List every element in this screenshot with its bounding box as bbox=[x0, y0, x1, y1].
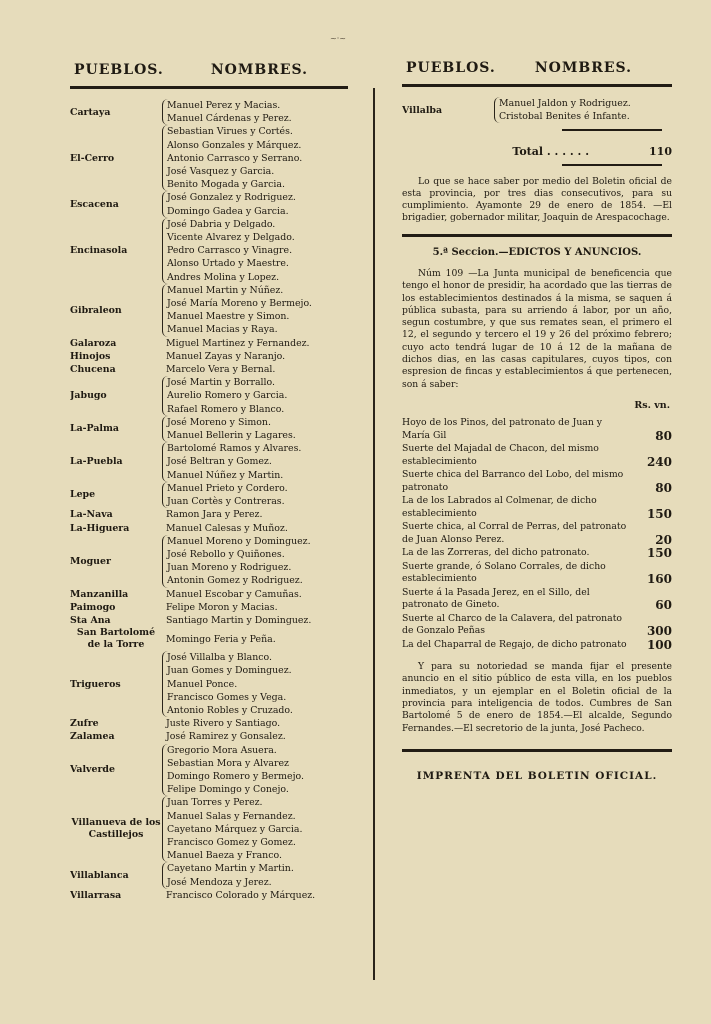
person-name: Alonso Urtado y Maestre. bbox=[167, 258, 289, 270]
town-name: Lepe bbox=[70, 489, 96, 501]
town-name: San Bartolomé de la Torre bbox=[76, 627, 156, 651]
column-divider bbox=[373, 88, 375, 980]
town-row bbox=[70, 99, 348, 125]
person-name: Manuel Bellerin y Lagares. bbox=[167, 430, 296, 442]
town-row bbox=[70, 730, 348, 743]
total-row bbox=[402, 145, 672, 158]
person-name: Cristobal Benites é Infante. bbox=[499, 111, 630, 123]
header-rule-right bbox=[402, 84, 672, 87]
names-group bbox=[162, 376, 348, 416]
names-group bbox=[162, 522, 348, 535]
lot-description: Suerte chica del Barranco del Lobo, del mismo patronato bbox=[402, 469, 624, 493]
lot-row bbox=[402, 495, 672, 520]
town-name: Chucena bbox=[70, 364, 116, 376]
town-row bbox=[70, 717, 348, 730]
town-name: La-Palma bbox=[70, 423, 119, 435]
units-label: Rs. vn. bbox=[634, 400, 670, 412]
person-name: Francisco Colorado y Márquez. bbox=[166, 889, 316, 901]
person-name: José Mendoza y Jerez. bbox=[167, 876, 272, 888]
person-name: Momingo Feria y Peña. bbox=[166, 633, 276, 645]
town-row bbox=[70, 601, 348, 614]
person-name: Santiago Martin y Dominguez. bbox=[166, 614, 312, 626]
printer-footer: IMPRENTA DEL BOLETIN OFICIAL. bbox=[416, 769, 658, 782]
person-name: Manuel Calesas y Muñoz. bbox=[166, 522, 288, 534]
person-name: Miguel Martinez y Fernandez. bbox=[166, 337, 310, 349]
person-name: Antonin Gomez y Rodriguez. bbox=[167, 575, 303, 587]
person-name: Manuel Baeza y Franco. bbox=[167, 850, 282, 862]
person-name: Bartolomé Ramos y Alvares. bbox=[167, 443, 302, 455]
town-row bbox=[70, 363, 348, 376]
person-name: Felipe Moron y Macias. bbox=[166, 601, 278, 613]
lot-description: Suerte grande, ó Solano Corrales, de dicho establecimiento bbox=[402, 560, 606, 585]
lot-row bbox=[402, 521, 672, 546]
person-name: Antonio Robles y Cruzado. bbox=[167, 704, 293, 716]
person-name: José Ramirez y Gonsalez. bbox=[166, 731, 286, 743]
lot-row bbox=[402, 613, 672, 638]
person-name: Manuel Ponce. bbox=[167, 678, 238, 690]
lot-value: 80 bbox=[655, 480, 672, 495]
person-name: Manuel Cárdenas y Perez. bbox=[167, 113, 292, 125]
lot-value: 240 bbox=[646, 454, 672, 469]
person-name: José Rebollo y Quiñones. bbox=[167, 548, 285, 560]
lot-row bbox=[402, 561, 672, 586]
lot-description: Suerte chica, al Corral de Perras, del patronato de Juan Alonso Perez. bbox=[402, 521, 627, 545]
names-group bbox=[162, 601, 348, 614]
names-group bbox=[162, 363, 348, 376]
person-name: José Gonzalez y Rodriguez. bbox=[167, 192, 296, 204]
lot-description: Suerte á la Pasada Jerez, en el Sillo, del patronato de Gineto. bbox=[402, 586, 590, 611]
person-name: Domingo Gadea y Garcia. bbox=[167, 205, 289, 217]
person-name: Benito Mogada y Garcia. bbox=[167, 179, 285, 191]
town-name: Villarrasa bbox=[70, 889, 122, 901]
person-name: José María Moreno y Bermejo. bbox=[167, 298, 312, 310]
lot-value: 80 bbox=[655, 428, 672, 443]
names-group bbox=[162, 796, 348, 862]
person-name: Manuel Salas y Fernandez. bbox=[167, 810, 296, 822]
person-name: Cayetano Márquez y Garcia. bbox=[167, 823, 303, 835]
lot-description: La del Chaparral de Regajo, de dicho patronato bbox=[402, 638, 627, 650]
lot-row bbox=[402, 547, 672, 560]
person-name: Manuel Escobar y Camuñas. bbox=[166, 588, 302, 600]
lot-value: 150 bbox=[646, 506, 672, 521]
closing-paragraph: Y para su notoriedad se manda fijar el presente anuncio en el sitio público de esta villa, en los pueblos inmediatos, y un ejemplar en el Boletin oficial de la provincia para inteligencia de todos. Cumbres de San Bartolomé 5 de enero de 1854.—El alcalde, Segundo Fernandes.—El secretorio de la junta, José Pacheco. bbox=[402, 661, 672, 734]
person-name: Andres Molina y Lopez. bbox=[167, 271, 280, 283]
names-group bbox=[162, 717, 348, 730]
names-group bbox=[162, 862, 348, 888]
edict-paragraph: Núm 109 —La Junta municipal de beneficencia que tengo el honor de presidir, ha acordado que las tierras de los establecimientos destinados á la misma, se saquen á pública subasta, para su arriendo á labor, por un año, segun costumbre, y que sus remates sean, el primero el 12, el segundo y tercero el 19 y 26 del próximo febrero; cuyo acto tendrá lugar de 10 á 12 de la mañana de dichos dias, en las casas capitulares, cuyos tipos, con espresion de fincas y establecimientos á que pertenecen, son á saber: bbox=[402, 267, 672, 390]
lot-row bbox=[402, 587, 672, 612]
town-name: Galaroza bbox=[70, 337, 117, 349]
lot-description: Suerte del Majadal de Chacon, del mismo establecimiento bbox=[402, 443, 599, 467]
person-name: Sebastian Mora y Alvarez bbox=[167, 757, 289, 769]
person-name: Aurelio Romero y Garcia. bbox=[167, 390, 288, 402]
town-name: Hinojos bbox=[70, 350, 111, 362]
town-name: Gibraleon bbox=[70, 304, 122, 316]
person-name: José Villalba y Blanco. bbox=[167, 652, 273, 664]
names-group bbox=[162, 535, 348, 588]
town-row bbox=[70, 508, 348, 521]
person-name: Manuel Jaldon y Rodriguez. bbox=[499, 98, 631, 109]
town-name: La-Higuera bbox=[70, 522, 130, 534]
person-name: Manuel Prieto y Cordero. bbox=[167, 482, 288, 494]
town-name: El-Cerro bbox=[70, 152, 115, 164]
person-name: José Martin y Borrallo. bbox=[167, 377, 276, 389]
town-name: Paimogo bbox=[70, 601, 116, 613]
person-name: Manuel Macias y Raya. bbox=[167, 324, 278, 336]
person-name: Pedro Carrasco y Vinagre. bbox=[167, 245, 293, 257]
names-group bbox=[162, 730, 348, 743]
names-group bbox=[162, 482, 348, 508]
names-group bbox=[162, 337, 348, 350]
right-list bbox=[402, 97, 672, 123]
town-name: Cartaya bbox=[70, 106, 111, 118]
person-name: Manuel Zayas y Naranjo. bbox=[166, 350, 286, 362]
town-name: Villanueva de los Castillejos bbox=[71, 817, 161, 841]
person-name: Juan Moreno y Rodriguez. bbox=[167, 562, 292, 574]
town-row bbox=[70, 651, 348, 717]
town-row bbox=[70, 588, 348, 601]
right-header bbox=[402, 60, 672, 76]
names-group bbox=[162, 508, 348, 521]
person-name: José Dabria y Delgado. bbox=[167, 218, 276, 230]
lot-value: 300 bbox=[646, 624, 672, 639]
town-row bbox=[70, 889, 348, 902]
person-name: Manuel Martin y Núñez. bbox=[167, 284, 284, 296]
person-name: José Moreno y Simon. bbox=[167, 416, 271, 428]
town-name: Jabugo bbox=[70, 390, 107, 402]
lot-row bbox=[402, 469, 672, 494]
town-name: Villablanca bbox=[70, 869, 129, 881]
person-name: Juan Torres y Perez. bbox=[167, 797, 263, 809]
person-name: José Vasquez y Garcia. bbox=[167, 166, 275, 178]
lot-value: 100 bbox=[646, 637, 672, 652]
town-name: La-Nava bbox=[70, 509, 113, 521]
person-name: Manuel Maestre y Simon. bbox=[167, 311, 290, 323]
town-row bbox=[70, 796, 348, 862]
town-name: Sta Ana bbox=[70, 614, 111, 626]
town-name: Zalamea bbox=[70, 731, 115, 743]
names-group bbox=[162, 350, 348, 363]
person-name: Juste Rivero y Santiago. bbox=[166, 718, 281, 730]
lot-value: 160 bbox=[646, 572, 672, 587]
town-row bbox=[70, 482, 348, 508]
names-group bbox=[162, 191, 348, 217]
person-name: Vicente Alvarez y Delgado. bbox=[167, 232, 295, 244]
lot-description: Suerte al Charco de la Calavera, del patronato de Gonzalo Peñas bbox=[402, 612, 623, 637]
names-group bbox=[162, 651, 348, 717]
header-rule bbox=[70, 86, 348, 89]
lot-description: La de los Labrados al Colmenar, de dicho establecimiento bbox=[402, 495, 597, 519]
person-name: Cayetano Martin y Martin. bbox=[167, 863, 294, 875]
town-name: Trigueros bbox=[70, 678, 121, 690]
names-group bbox=[162, 99, 348, 125]
names-group bbox=[162, 889, 348, 902]
names-group bbox=[494, 97, 672, 123]
town-row bbox=[70, 442, 348, 482]
town-name: La-Puebla bbox=[70, 456, 123, 468]
lot-description: La de las Zorreras, del dicho patronato. bbox=[402, 547, 590, 559]
person-name: José Beltran y Gomez. bbox=[167, 456, 272, 468]
header-nombres-right: NOMBRES. bbox=[534, 60, 632, 76]
town-row bbox=[70, 191, 348, 217]
total-rule bbox=[562, 129, 662, 131]
lot-description: Hoyo de los Pinos, del patronato de Juan y María Gil bbox=[402, 417, 603, 441]
town-row bbox=[402, 97, 672, 123]
person-name: Ramon Jara y Perez. bbox=[166, 509, 263, 521]
town-name: Zufre bbox=[70, 718, 99, 730]
section-rule bbox=[402, 234, 672, 237]
town-row bbox=[70, 627, 348, 651]
lot-row bbox=[402, 417, 672, 442]
person-name: Gregorio Mora Asuera. bbox=[167, 744, 277, 756]
names-group bbox=[162, 744, 348, 797]
person-name: Francisco Gomes y Vega. bbox=[167, 691, 287, 703]
footer-rule bbox=[402, 749, 672, 752]
person-name: Felipe Domingo y Conejo. bbox=[167, 784, 289, 796]
town-row bbox=[70, 376, 348, 416]
town-row bbox=[70, 337, 348, 350]
names-group bbox=[162, 284, 348, 337]
names-group bbox=[162, 125, 348, 191]
town-row bbox=[70, 522, 348, 535]
person-name: Manuel Perez y Macias. bbox=[167, 100, 281, 111]
left-header bbox=[70, 62, 348, 78]
page-mark: ~·~ bbox=[330, 34, 346, 43]
town-name: Moguer bbox=[70, 555, 111, 567]
total-label: Total . . . . . . bbox=[512, 145, 590, 159]
person-name: Rafael Romero y Blanco. bbox=[167, 403, 285, 415]
town-row bbox=[70, 350, 348, 363]
town-row bbox=[70, 862, 348, 888]
total-value: 110 bbox=[649, 145, 672, 159]
town-name: Valverde bbox=[70, 764, 115, 776]
lot-row bbox=[402, 443, 672, 468]
names-group bbox=[162, 442, 348, 482]
names-group bbox=[162, 588, 348, 601]
left-column bbox=[70, 62, 348, 902]
names-group bbox=[162, 614, 348, 627]
town-row bbox=[70, 218, 348, 284]
lot-value: 20 bbox=[655, 532, 672, 547]
town-row bbox=[70, 125, 348, 191]
town-name: Manzanilla bbox=[70, 588, 129, 600]
header-pueblos: PUEBLOS. bbox=[74, 62, 164, 78]
town-row bbox=[70, 744, 348, 797]
town-row bbox=[70, 416, 348, 442]
right-column bbox=[402, 60, 672, 782]
town-row bbox=[70, 614, 348, 627]
section-title: 5.ª Seccion.—EDICTOS Y ANUNCIOS. bbox=[432, 246, 642, 258]
left-list bbox=[70, 99, 348, 902]
person-name: Alonso Gonzales y Márquez. bbox=[167, 139, 302, 151]
header-pueblos-right: PUEBLOS. bbox=[406, 60, 496, 76]
person-name: Sebastian Virues y Cortés. bbox=[167, 126, 293, 138]
person-name: Manuel Moreno y Dominguez. bbox=[167, 535, 311, 547]
names-group bbox=[162, 416, 348, 442]
names-group bbox=[162, 633, 348, 646]
lot-value: 60 bbox=[655, 598, 672, 613]
person-name: Juan Gomes y Dominguez. bbox=[167, 665, 292, 677]
lot-value: 150 bbox=[646, 546, 672, 561]
town-row bbox=[70, 284, 348, 337]
person-name: Juan Cortès y Contreras. bbox=[167, 496, 285, 508]
header-nombres: NOMBRES. bbox=[210, 62, 308, 78]
lots-list bbox=[402, 417, 672, 651]
person-name: Marcelo Vera y Bernal. bbox=[166, 364, 276, 376]
person-name: Domingo Romero y Bermejo. bbox=[167, 770, 304, 782]
town-row bbox=[70, 535, 348, 588]
notice-paragraph: Lo que se hace saber por medio del Boletin oficial de esta provincia, por tres dias consecutivos, para su cumplimiento. Ayamonte 29 de enero de 1854. —El brigadier, gobernador militar, Joaquin de Arespacochage. bbox=[402, 175, 672, 224]
person-name: Manuel Núñez y Martin. bbox=[167, 469, 284, 481]
town-name: Encinasola bbox=[70, 245, 128, 257]
lot-row bbox=[402, 639, 672, 652]
total-rule-bottom bbox=[562, 164, 662, 166]
names-group bbox=[162, 218, 348, 284]
person-name: Antonio Carrasco y Serrano. bbox=[167, 152, 303, 164]
town-name: Escacena bbox=[70, 199, 119, 211]
town-name: Villalba bbox=[402, 104, 443, 116]
person-name: Francisco Gomez y Gomez. bbox=[167, 836, 296, 848]
